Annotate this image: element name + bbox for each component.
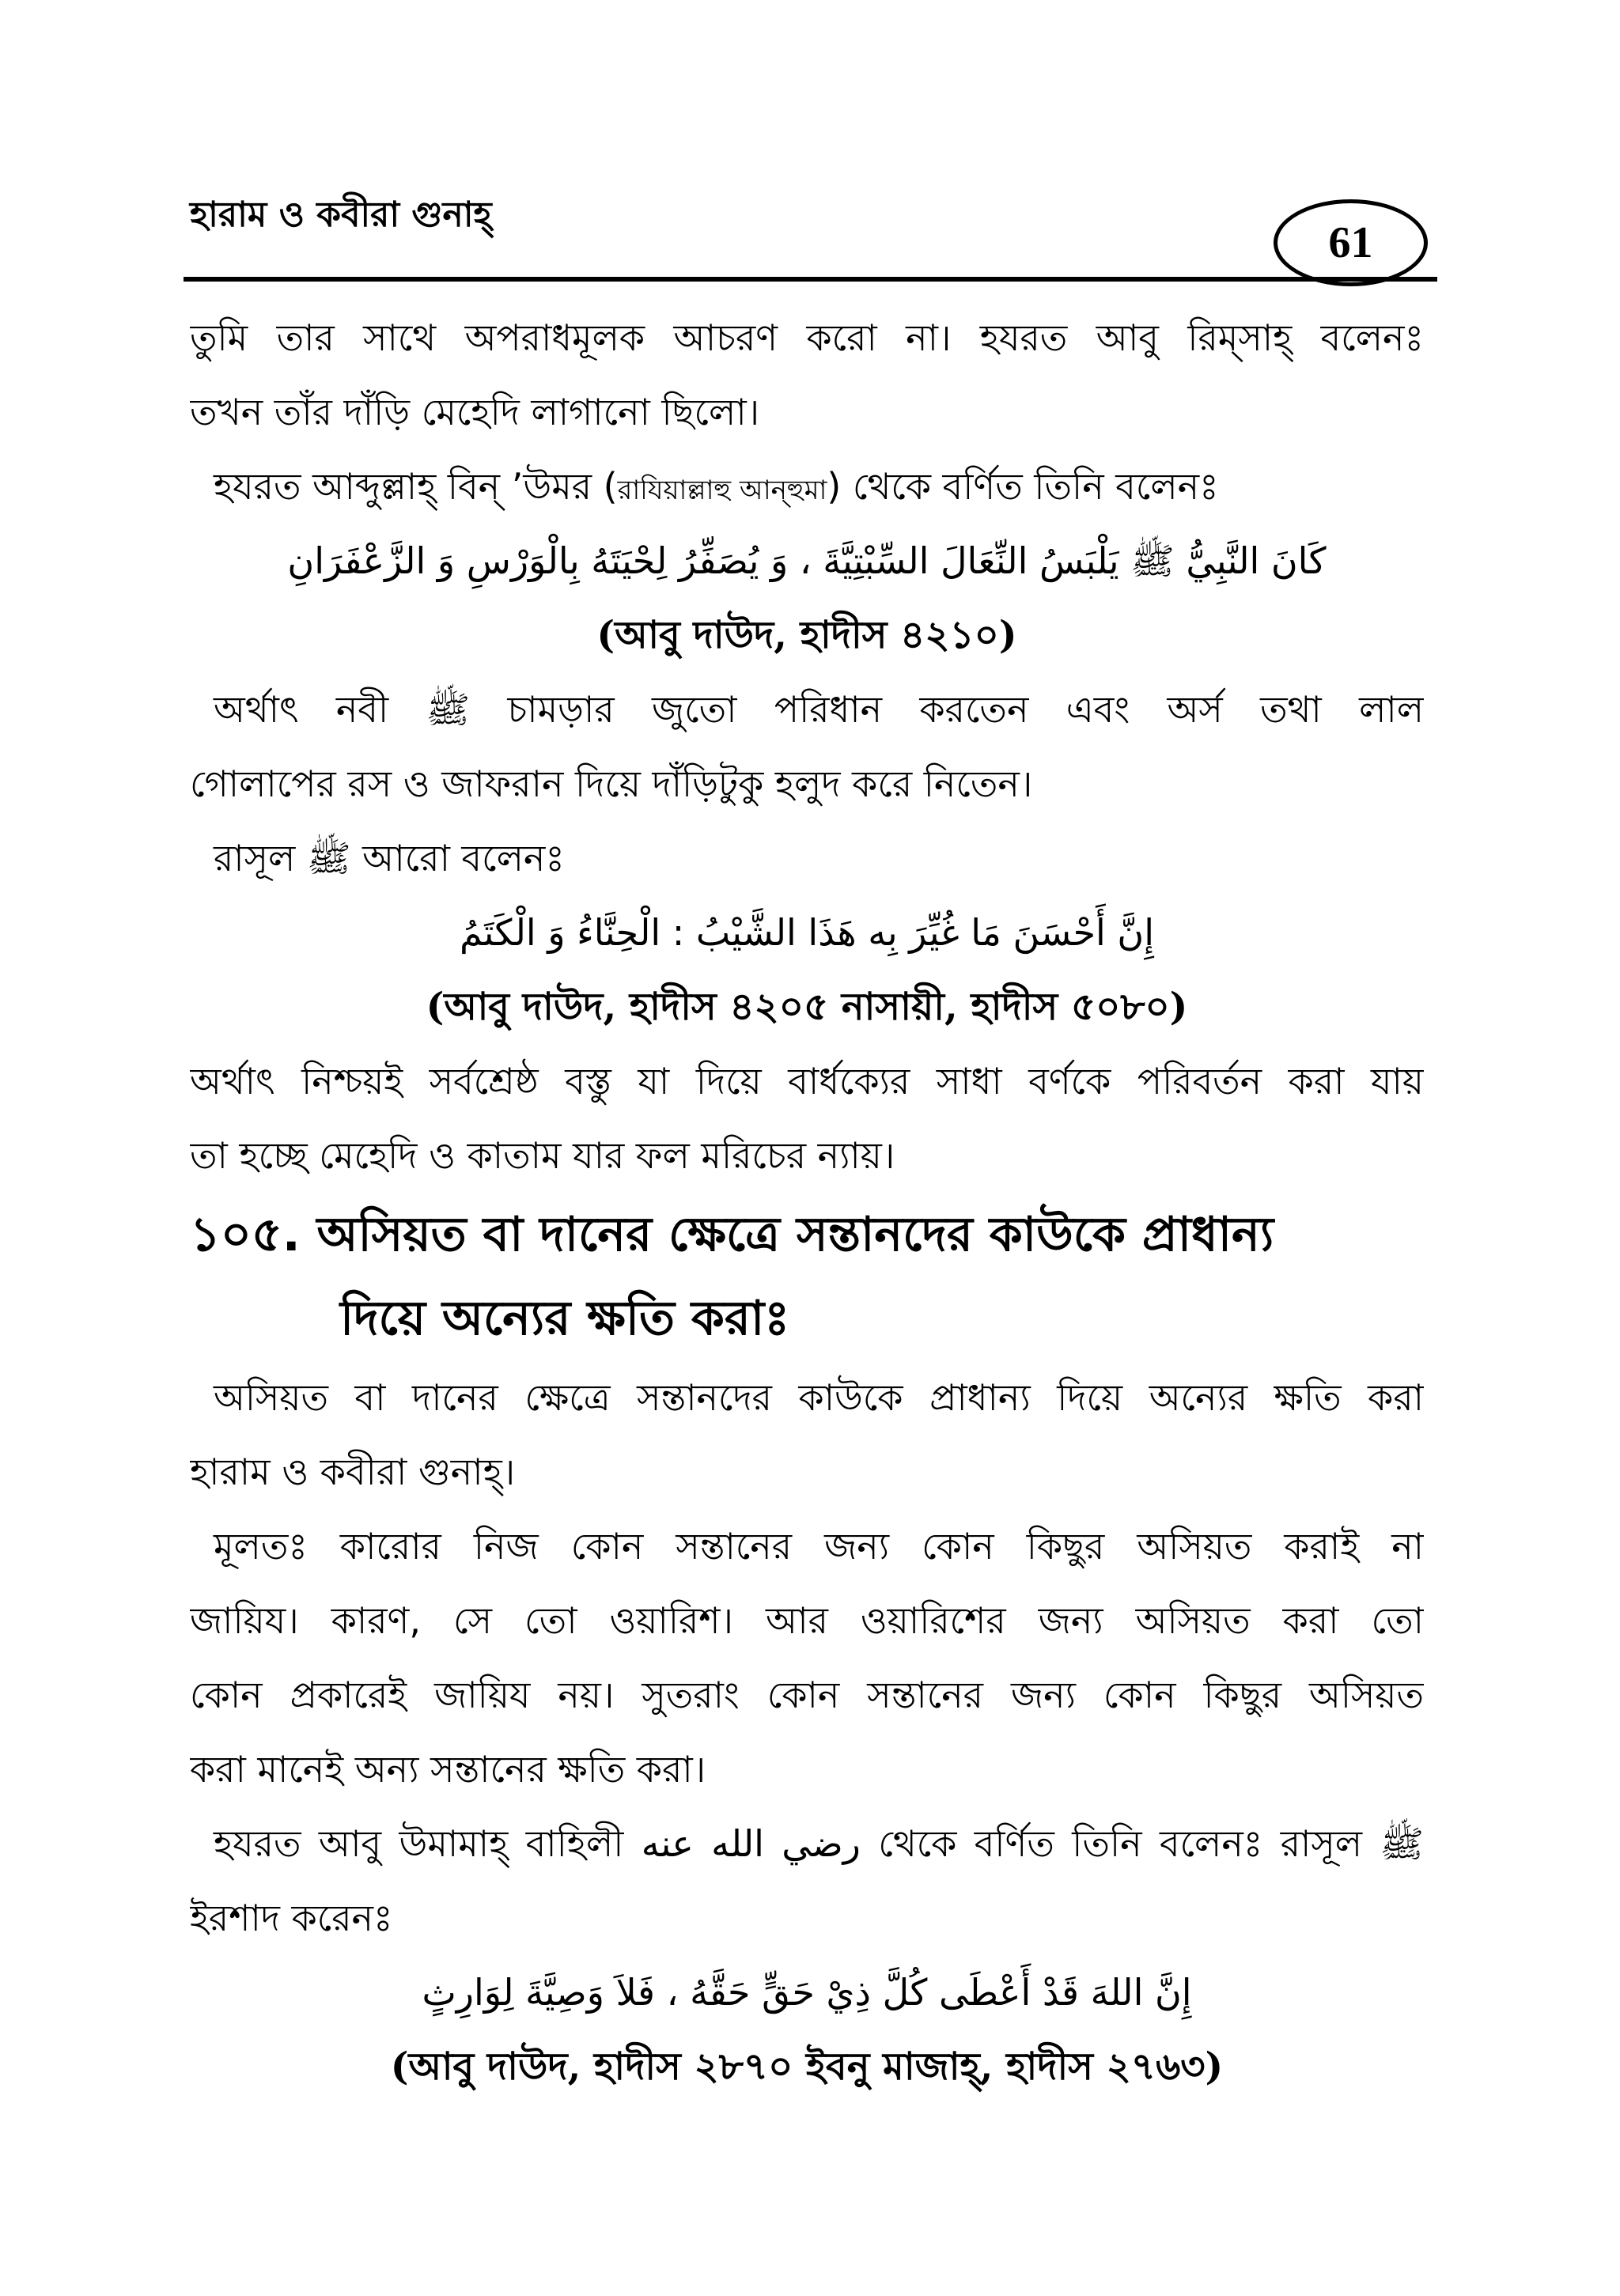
- text-span: ) থেকে বর্ণিত তিনি বলেনঃ: [827, 465, 1219, 508]
- text-span: হযরত আব্দুল্লাহ্‌ বিন্‌ ’উমর (: [214, 465, 618, 508]
- text-line: তখন তাঁর দাঁড়ি মেহেদি লাগানো ছিলো।: [190, 391, 760, 433]
- text-line: হযরত আবু উমামাহ্‌ বাহিলী رضي الله عنه থেকে বর্ণিত তিনি বলেনঃ রাসূল ﷺ: [214, 1822, 1424, 1865]
- arabic-quote: إِنَّ أَحْسَنَ مَا غُيِّرَ بِه هَذَا الشَّيْبُ : الْحِنَّاءُ وَ الْكَتَمُ: [460, 911, 1154, 954]
- honorific-span: রাযিয়াল্লাহু আন্‌হুমা: [617, 475, 827, 506]
- header-rule: [184, 277, 1437, 282]
- page-body: [190, 301, 1424, 2104]
- hadith-reference: (আবু দাউদ, হাদীস ৪২০৫ নাসায়ী, হাদীস ৫০৮০): [426, 985, 1188, 1029]
- text-line: অর্থাৎ নবী ﷺ চামড়ার জুতো পরিধান করতেন এবং অর্স তথা লাল: [214, 688, 1424, 731]
- section-heading: ১০৫. অসিয়ত বা দানের ক্ষেত্রে সন্তানদের কাউকে প্রাধান্য: [190, 1207, 1274, 1262]
- section-heading-cont: দিয়ে অন্যের ক্ষতি করাঃ: [340, 1291, 790, 1346]
- text-line: তা হচ্ছে মেহেদি ও কাতাম যার ফল মরিচের ন্যায়।: [190, 1134, 895, 1177]
- page-number-oval: [1274, 199, 1428, 286]
- text-line: জায়িয। কারণ, সে তো ওয়ারিশ। আর ওয়ারিশের জন্য অসিয়ত করা তো: [190, 1599, 1424, 1642]
- text-line: কোন প্রকারেই জায়িয নয়। সুতরাং কোন সন্তানের জন্য কোন কিছুর অসিয়ত: [190, 1674, 1424, 1716]
- running-title: হারাম ও কবীরা গুনাহ্: [190, 195, 492, 235]
- text-line: ইরশাদ করেনঃ: [190, 1897, 393, 1939]
- text-line: করা মানেই অন্য সন্তানের ক্ষতি করা।: [190, 1748, 706, 1791]
- text-line: তুমি তার সাথে অপরাধমূলক আচরণ করো না। হযরত আবু রিম্‌সাহ্‌ বলেনঃ: [190, 316, 1424, 359]
- page-number: 61: [1328, 218, 1373, 267]
- hadith-reference: (আবু দাউদ, হাদীস ৪২১০): [596, 613, 1017, 657]
- text-line: [190, 449, 1424, 524]
- arabic-quote: إِنَّ اللهَ قَدْ أَعْطَى كُلَّ ذِيْ حَقٍّ حَقَّهُ ، فَلاَ وَصِيَّةَ لِوَارِثٍ: [422, 1971, 1192, 2014]
- text-line: রাসূল ﷺ আরো বলেনঃ: [214, 837, 565, 879]
- text-line: গোলাপের রস ও জাফরান দিয়ে দাঁড়িটুকু হলুদ করে নিতেন।: [190, 762, 1033, 805]
- arabic-quote: كَانَ النَّبِيُّ ﷺ يَلْبَسُ النِّعَالَ السِّبْتِيَّةَ ، وَ يُصَفِّرُ لِحْيَتَهُ بِالْوَرْسِ وَ الزَّعْفَرَانِ: [287, 539, 1327, 582]
- text-line: মূলতঃ কারোর নিজ কোন সন্তানের জন্য কোন কিছুর অসিয়ত করাই না: [214, 1525, 1424, 1568]
- text-line: অর্থাৎ নিশ্চয়ই সর্বশ্রেষ্ঠ বস্তু যা দিয়ে বার্ধক্যের সাধা বর্ণকে পরিবর্তন করা যায়: [190, 1060, 1424, 1103]
- text-line: হারাম ও কবীরা গুনাহ্‌।: [190, 1451, 516, 1493]
- text-line: অসিয়ত বা দানের ক্ষেত্রে সন্তানদের কাউকে প্রাধান্য দিয়ে অন্যের ক্ষতি করা: [214, 1376, 1424, 1419]
- hadith-reference: (আবু দাউদ, হাদীস ২৮৭০ ইবনু মাজাহ্‌, হাদীস ২৭৬৩): [390, 2044, 1224, 2089]
